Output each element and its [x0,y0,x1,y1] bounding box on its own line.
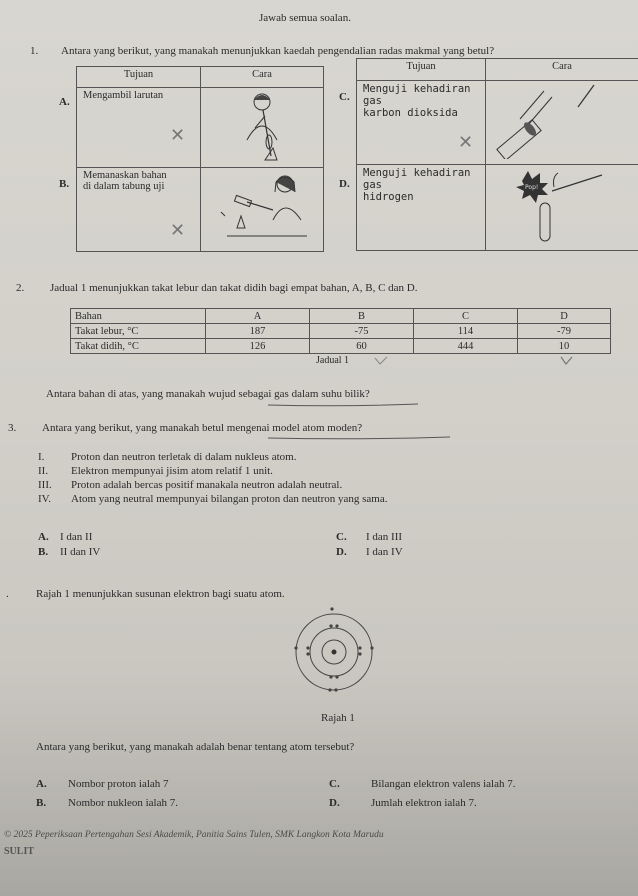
pop-label: Pop! [525,184,539,191]
q1-option-d-tujuan-line2: hidrogen [363,191,414,203]
q3-option-c-letter: C. [336,531,347,543]
q2-header-a: A [206,309,310,324]
instruction: Jawab semua soalan. [259,12,351,24]
q2-cell: 444 [414,339,518,354]
q2-header-bahan: Bahan [71,309,206,324]
q1-left-header-cara: Cara [201,67,324,88]
q3-statement-num: IV. [38,493,51,505]
pencil-tick-mark [374,356,388,366]
q3-statement-text: Proton adalah bercas positif manakala neutron adalah neutral. [71,479,343,491]
q2-question: Antara bahan di atas, yang manakah wujud sebagai gas dalam suhu bilik? [46,388,370,400]
q4-option-c-text[interactable]: Bilangan elektron valens ialah 7. [371,778,516,790]
q4-option-b-text[interactable]: Nombor nukleon ialah 7. [68,797,178,809]
pencil-tick-mark [560,356,574,366]
pencil-cross-mark: ✕ [170,220,186,240]
q3-statement-num: III. [38,479,52,491]
pencil-cross-mark: ✕ [170,125,186,145]
q2-row-label: Takat lebur, °C [71,324,206,339]
q2-header-d: D [518,309,611,324]
q1-option-a-cara [201,88,324,168]
q2-header-b: B [310,309,414,324]
q1-option-d-letter: D. [339,178,350,190]
limewater-test-illustration [492,83,632,159]
q3-number: 3. [8,422,17,434]
electron-arrangement-diagram [286,606,382,698]
q1-option-b-letter: B. [59,178,70,190]
q1-option-b-tujuan-line1: Memanaskan bahan [83,170,167,181]
q2-row-label: Takat didih, °C [71,339,206,354]
q4-option-d-letter: D. [329,797,340,809]
q4-question: Antara yang berikut, yang manakah adalah benar tentang atom tersebut? [36,741,355,753]
heating-testtube-illustration [207,170,317,246]
q2-cell: -75 [310,324,414,339]
q1-right-header-tujuan: Tujuan [357,59,486,81]
q3-statement-text: Proton dan neutron terletak di dalam nukleus atom. [71,451,297,463]
q4-option-c-letter: C. [329,778,340,790]
q2-cell: -79 [518,324,611,339]
q3-statement-text: Atom yang neutral mempunyai bilangan proton dan neutron yang sama. [71,493,388,505]
q1-option-c-tujuan-line2: karbon dioksida [363,107,458,119]
q1-option-a-letter: A. [59,96,70,108]
q4-option-d-text[interactable]: Jumlah elektron ialah 7. [371,797,477,809]
q3-option-a-letter: A. [38,531,49,543]
q1-option-c-tujuan-line1: Menguji kehadiran gas [363,83,471,107]
q2-cell: 126 [206,339,310,354]
q1-option-c-cara [486,81,638,165]
q2-cell: 114 [414,324,518,339]
q4-option-a-text[interactable]: Nombor proton ialah 7 [68,778,169,790]
pipette-student-illustration [207,90,317,162]
q3-statement-num: I. [38,451,45,463]
q2-cell: 187 [206,324,310,339]
q1-option-b-cara [201,168,324,252]
q3-option-d-letter: D. [336,546,347,558]
pop-test-illustration [492,167,632,245]
q2-data-table [70,308,611,354]
q3-stem: Antara yang berikut, yang manakah betul mengenai model atom moden? [42,422,363,434]
q1-option-b-tujuan-line2: di dalam tabung uji [83,181,165,192]
q4-option-a-letter: A. [36,778,47,790]
q2-cell: 60 [310,339,414,354]
q4-number: . [6,588,9,600]
pencil-underline [268,402,418,408]
pencil-underline [268,435,450,441]
q2-cell: 10 [518,339,611,354]
q1-option-d-cara [486,165,638,251]
q2-number: 2. [16,282,25,294]
q2-header-c: C [414,309,518,324]
q4-stem: Rajah 1 menunjukkan susunan elektron bagi suatu atom. [36,588,285,600]
q4-caption: Rajah 1 [321,712,355,724]
q2-stem: Jadual 1 menunjukkan takat lebur dan takat didih bagi empat bahan, A, B, C dan D. [50,282,418,294]
q1-number: 1. [30,45,39,57]
footer-sulit: SULIT [4,846,35,857]
footer-credit: © 2025 Peperiksaan Pertengahan Sesi Akademik, Panitia Sains Tulen, SMK Langkon Kota Marudu [4,830,384,840]
pencil-cross-mark: ✕ [458,132,474,152]
q3-option-b-text[interactable]: II dan IV [60,546,101,558]
q2-caption: Jadual 1 [316,355,350,366]
q3-option-b-letter: B. [38,546,49,558]
q4-option-b-letter: B. [36,797,47,809]
q1-option-a-tujuan: Mengambil larutan [77,88,201,168]
q1-right-header-cara: Cara [486,59,638,81]
q1-option-d-tujuan-line1: Menguji kehadiran gas [363,167,471,191]
q3-option-d-text[interactable]: I dan IV [366,546,403,558]
q3-option-c-text[interactable]: I dan III [366,531,403,543]
q1-left-header-tujuan: Tujuan [77,67,201,88]
q1-stem: Antara yang berikut, yang manakah menunjukkan kaedah pengendalian radas makmal yang betul? [61,45,495,57]
q3-option-a-text[interactable]: I dan II [60,531,93,543]
q1-option-c-letter: C. [339,91,350,103]
q1-right-table [356,58,638,251]
q1-left-table [76,66,324,252]
q3-statement-num: II. [38,465,49,477]
q3-statement-text: Elektron mempunyai jisim atom relatif 1 unit. [71,465,273,477]
